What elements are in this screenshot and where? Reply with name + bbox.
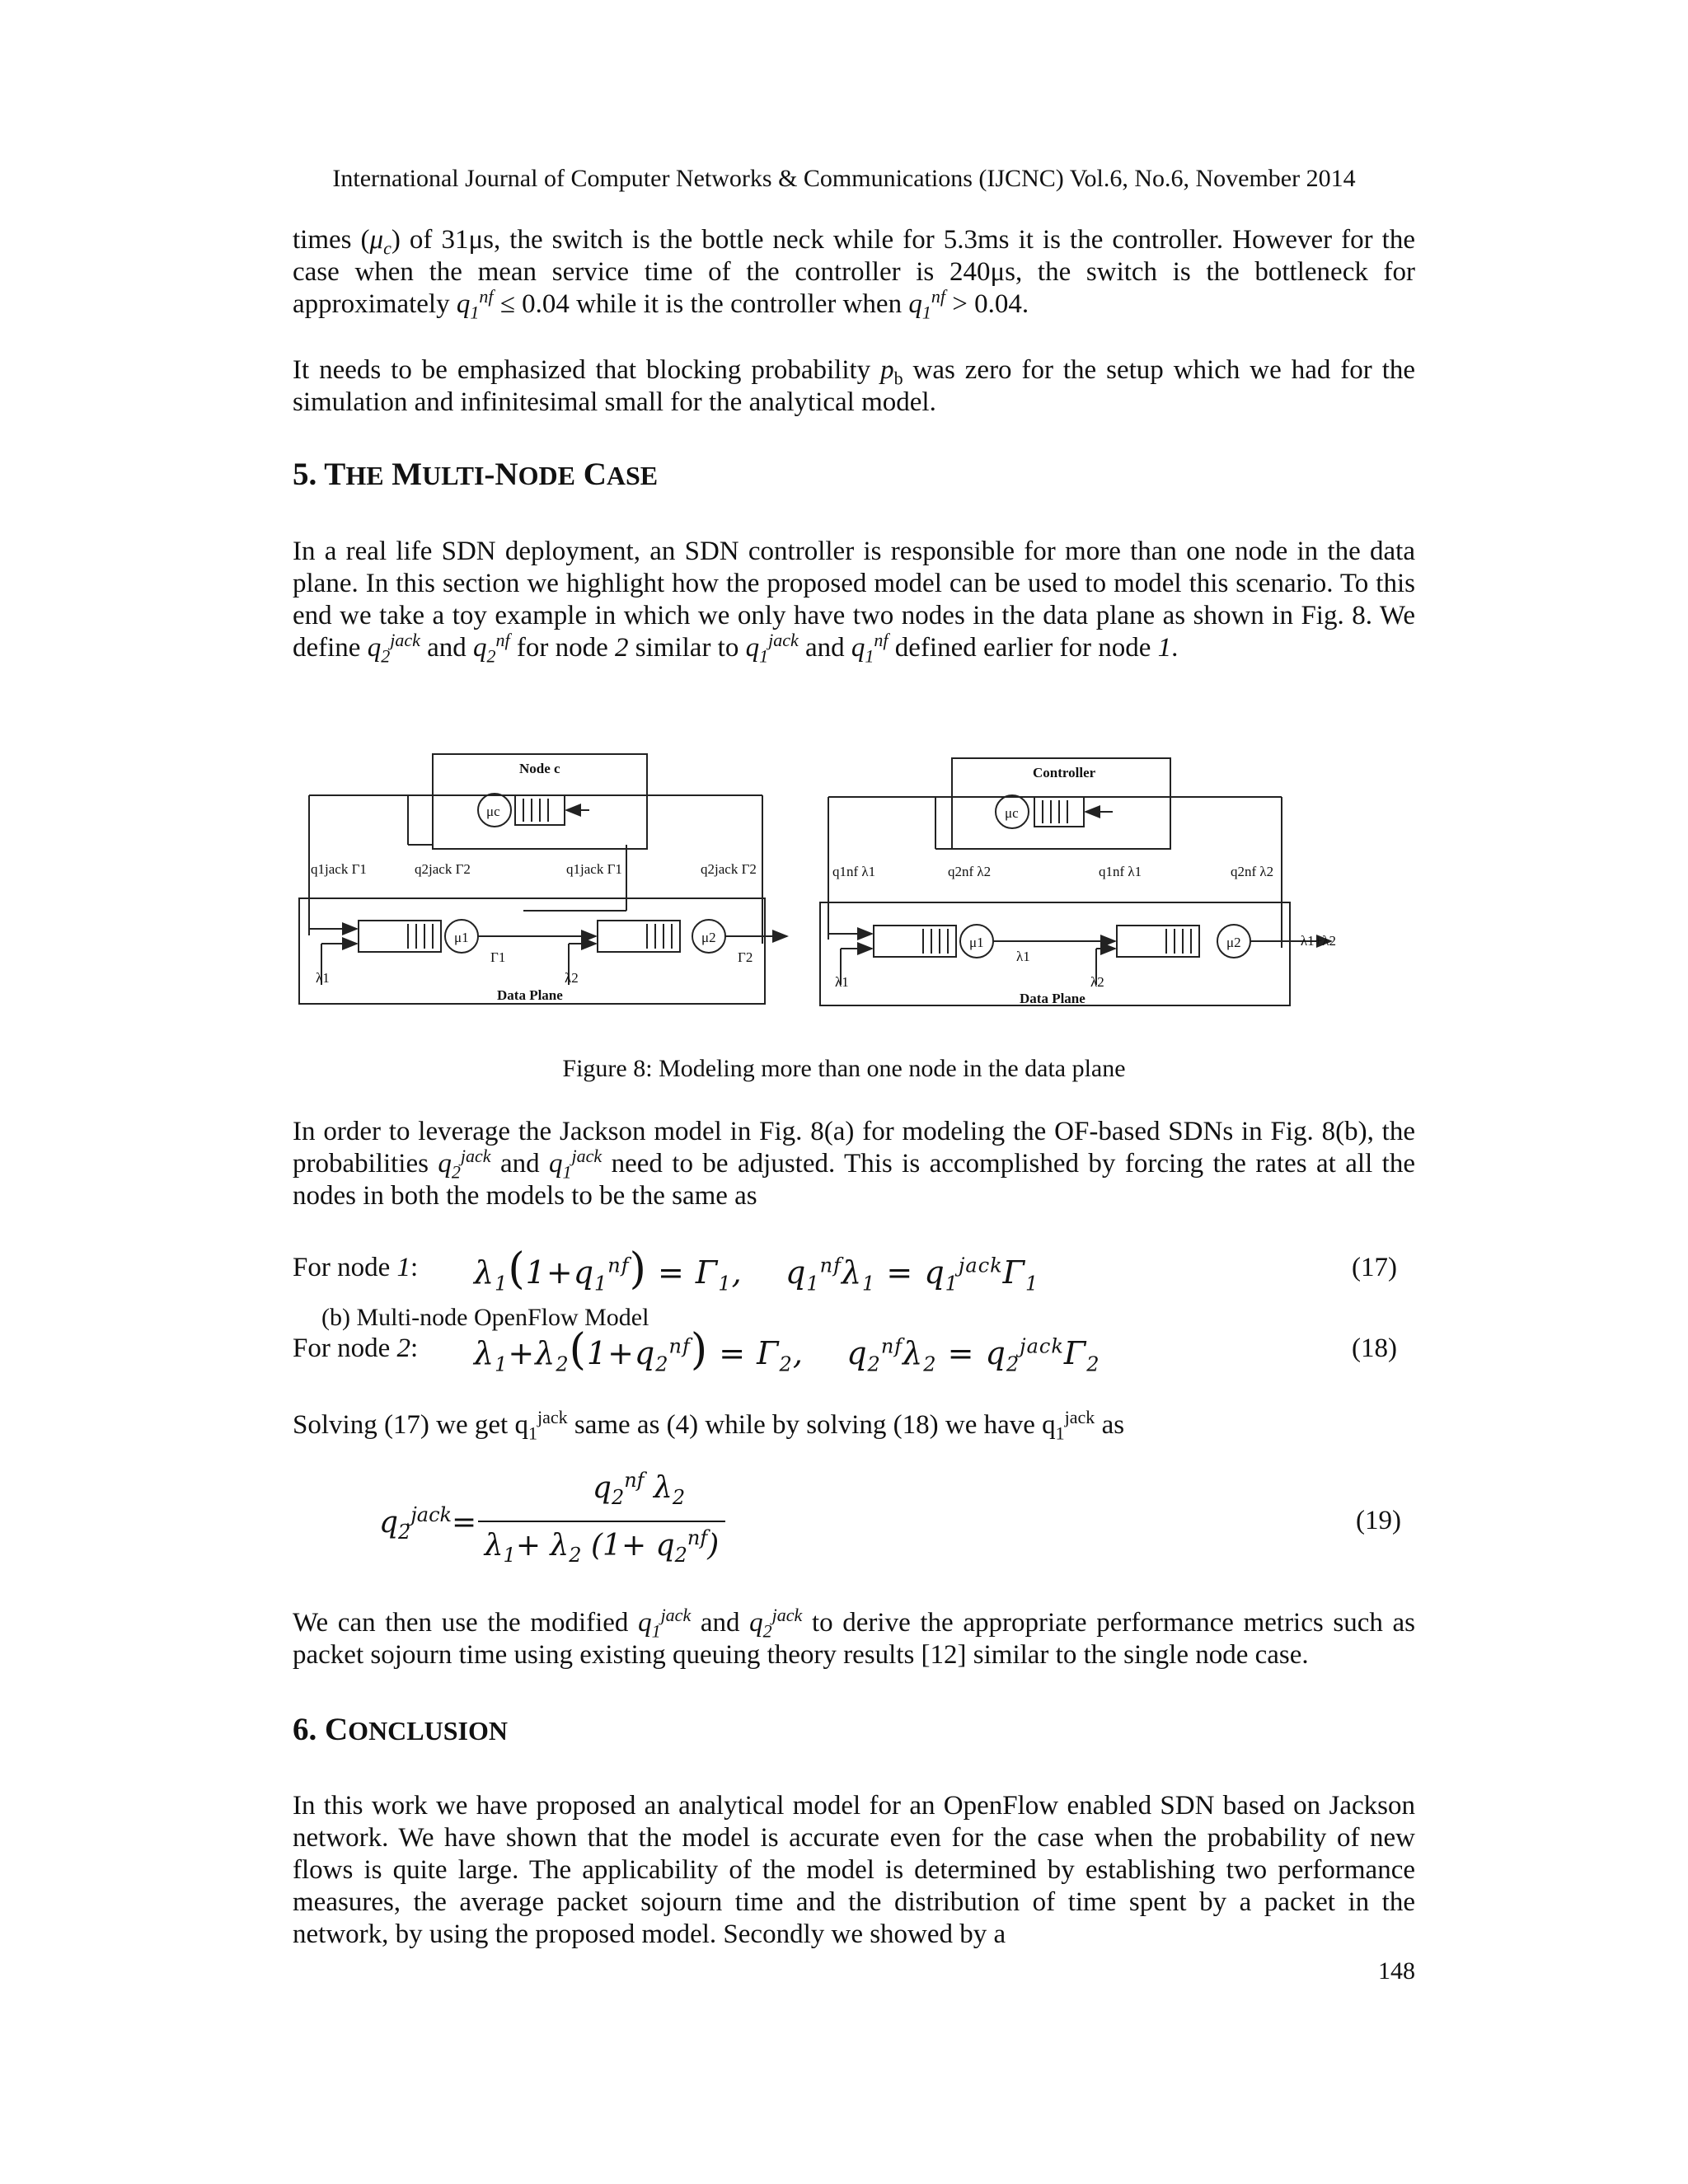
right-q1n-b-label: q1nf λ1 [1099, 864, 1142, 879]
left-node2-queue [598, 921, 680, 952]
right-node1-queue [874, 926, 956, 957]
paragraph-bottleneck: times $(\mu_c)$ of 31μs, the switch is the bottle neck while for 5.3ms it is the controller. However for the case when the mean service time of the controller is 240μs, the switch is the bottleneck for approximately $q_1^{nf} \le 0.04$ while it is the controller when $q_1^{nf} > 0.04$. [293, 225, 1415, 323]
left-q2j-b-label: q2jack Γ2 [701, 861, 757, 877]
paragraph-blocking: It needs to be emphasized that blocking probability $p_b$ was zero for the setup which we had for the simulation and infinitesimal small for the analytical model. [293, 355, 1416, 417]
left-node1-queue [359, 921, 441, 952]
figure-caption: Figure 8: Modeling more than one node in the data plane [562, 1055, 1126, 1082]
left-muc-label: μc [486, 804, 500, 819]
right-q2n-b-label: q2nf λ2 [1231, 864, 1274, 879]
paragraph-jackson-adjust: In order to leverage the Jackson model in Fig. 8(a) for modeling the OF-based SDNs in Fig. 8(b), the probabilities $q_2^{jack}$ and $q_1^{jack}$ need to be adjusted. This is accomplished by forcing the rates at all the nodes in both the models to be the same as [293, 1117, 1415, 1211]
section-heading-conclusion: 6. CONCLUSION [293, 1712, 508, 1747]
paragraph-multi-node-intro: In a real life SDN deployment, an SDN controller is responsible for more than one node in the data plane. In this section we highlight how the proposed model can be used to model this scenario. To this end we take a toy example in which we only have two nodes in the data plane as shown in Fig. 8. We define $q_2^{jack}$ and $q_2^{nf}$ for node 2 similar to $q_1^{jack}$ and $q_1^{nf}$ defined earlier for node 1. [293, 537, 1415, 667]
right-lambda1-label: λ1 [835, 974, 849, 990]
right-mu2-label: μ2 [1226, 935, 1241, 950]
left-q1j-label: q1jack Γ1 [311, 861, 367, 877]
figure-8-diagram [293, 746, 1339, 1018]
right-muc-label: μc [1005, 805, 1019, 821]
paragraph-conclusion: In this work we have proposed an analytical model for an OpenFlow enabled SDN based on Jackson network. We have shown that the model is accurate even for the case when the probability of new flows is quite large. The applicability of the model is determined by establishing two performance measures, the average packet sojourn time and the distribution of time spent by a packet in the network, by using the proposed model. Secondly we showed by a [293, 1791, 1415, 1949]
equation-17: For node 1: $\lambda_1(1+q_1^{nf}) = \Gamma_1$, $q_1^{nf}\lambda_1 = q_1^{jack}\Gamma_1$ (17) [293, 1244, 1397, 1296]
paragraph-solving: Solving (17) we get $q_1^{jack}$ same as (4) while by solving (18) we have $q_1^{jack}$ as [293, 1407, 1125, 1444]
right-q1n-label: q1nf λ1 [832, 864, 876, 879]
left-lambda1-label: λ1 [316, 970, 330, 986]
section-heading-multi-node: 5. THE MULTI-NODE CASE [293, 457, 659, 492]
right-lambda1-mid-label: λ1 [1016, 949, 1030, 964]
right-data-plane-label: Data Plane [1020, 991, 1085, 1006]
left-data-plane-label: Data Plane [497, 987, 563, 1003]
left-mu1-label: μ1 [454, 930, 469, 945]
equation-19: $q_2^{jack}$ = $q_2^{nf}$ $\lambda_2$ $\lambda_1+ \lambda_2$ $(1+ q_2^{nf})$ (19) [379, 1469, 1401, 1568]
left-q1j-b-label: q1jack Γ1 [566, 861, 622, 877]
left-lambda2-label: λ2 [565, 970, 579, 986]
journal-header: International Journal of Computer Networks & Communications (IJCNC) Vol.6, No.6, November 2014 [332, 165, 1356, 192]
right-mu1-label: μ1 [969, 935, 984, 950]
right-output-label: λ1+λ2 [1300, 933, 1336, 949]
right-controller-label: Controller [1033, 765, 1096, 780]
left-gamma2-label: Γ2 [738, 949, 753, 965]
left-q2j-label: q2jack Γ2 [415, 861, 471, 877]
right-node2-queue [1117, 926, 1199, 957]
subfigure-caption: (b) Multi-node OpenFlow Model [321, 1304, 649, 1331]
left-node-c-label: Node c [519, 761, 560, 776]
paragraph-modified: We can then use the modified $q_1^{jack}$ and $q_2^{jack}$ to derive the appropriate performance metrics such as packet sojourn time using existing queuing theory results [12] similar to the single node case. [293, 1605, 1415, 1670]
equation-18: For node 2: $\lambda_1+\lambda_2(1+q_2^{nf}) = \Gamma_2$, $q_2^{nf}\lambda_2 = q_2^{jack}\Gamma_2$ (18) [293, 1325, 1397, 1376]
page-number: 148 [1378, 1957, 1415, 1985]
left-mu2-label: μ2 [701, 930, 716, 945]
left-gamma1-label: Γ1 [490, 949, 506, 965]
right-lambda2-label: λ2 [1090, 974, 1104, 990]
right-q2n-label: q2nf λ2 [948, 864, 992, 879]
